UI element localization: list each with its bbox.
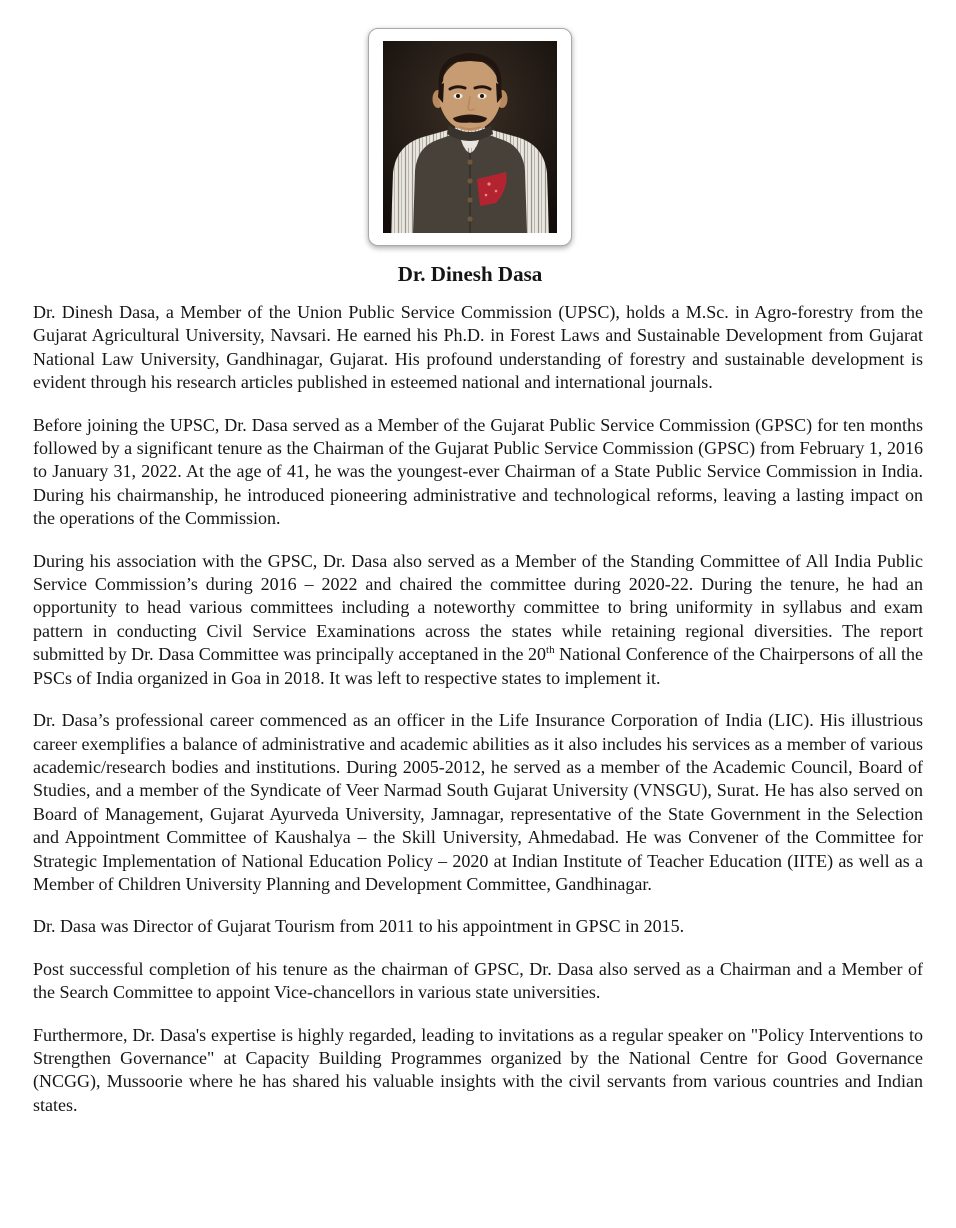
paragraph-standing-committee	[33, 550, 923, 690]
vest-button	[467, 178, 472, 183]
photo-block	[368, 28, 572, 287]
pocket-square-pattern-dot	[487, 182, 490, 185]
pocket-square-pattern-dot	[485, 194, 488, 197]
vest-button	[467, 216, 472, 221]
photo-caption: Dr. Dinesh Dasa	[397, 262, 543, 286]
vest-button	[467, 159, 472, 164]
paragraph-education: Dr. Dinesh Dasa, a Member of the Union Public Service Commission (UPSC), holds a M.Sc. in Agro-forestry from the Gujarat Agricultural University, Navsari. He earned his Ph.D. in Forest Laws and Sustainable Development from Gujarat National Law University, Gandhinagar, Gujarat. His profound understanding of forestry and sustainable development is evident through his research articles published in esteemed national and international journals.	[33, 302, 923, 393]
portrait-photo	[383, 41, 557, 233]
iris-shape	[456, 94, 460, 98]
photo-frame	[368, 28, 572, 246]
biography-text	[0, 287, 956, 1117]
biography-document	[0, 28, 956, 1117]
page	[0, 28, 956, 1228]
iris-shape	[480, 94, 484, 98]
paragraph-professional-career: Dr. Dasa’s professional career commenced as an officer in the Life Insurance Corporation of India (LIC). His illustrious career exemplifies a balance of administrative and academic abilities as it also includes his services as a member of various academic/research bodies and institutions. During 2005-2012, he served as a member of the Academic Council, Board of Studies, and a member of the Syndicate of Veer Narmad South Gujarat University (VNSGU), Surat. He has also served on Board of Management, Gujarat Ayurveda University, Jamnagar, representative of the State Government in the Selection and Appointment Committee of Kaushalya – the Skill University, Ahmedabad. He was Convener of the Committee for Strategic Implementation of National Education Policy – 2020 at Indian Institute of Teacher Education (IITE) as well as a Member of Children University Planning and Development Committee, Gandhinagar.	[33, 710, 923, 894]
paragraph-standing-committee-text: During his association with the GPSC, Dr. Dasa also served as a Member of the Standing Committee of All India Public Service Commission’s during 2016 – 2022 and chaired the committee during 2020-22. During the tenure, he had an opportunity to head various committees including a noteworthy committee to bring uniformity in syllabus and exam pattern in conducting Civil Service Examinations across the states while retaining regional diversities. The report submitted by Dr. Dasa Committee was principally acceptaned in the 20	[33, 550, 923, 665]
paragraph-search-committee: Post successful completion of his tenure as the chairman of GPSC, Dr. Dasa also served as a Chairman and a Member of the Search Committee to appoint Vice-chancellors in various state universities.	[33, 958, 923, 1003]
paragraph-standing-committee-continued: National Conference of the Chairpersons of all the PSCs of India organized in Goa in 2018. It was left to respective states to implement it.	[33, 644, 923, 688]
pocket-square-pattern-dot	[495, 190, 498, 193]
ordinal-suffix: th	[546, 644, 555, 657]
paragraph-gujarat-tourism: Dr. Dasa was Director of Gujarat Tourism from 2011 to his appointment in GPSC in 2015.	[33, 916, 685, 937]
vest-button	[467, 197, 472, 202]
paragraph-gpsc-tenure: Before joining the UPSC, Dr. Dasa served as a Member of the Gujarat Public Service Commission (GPSC) for ten months followed by a significant tenure as the Chairman of the Gujarat Public Service Commission (GPSC) from February 1, 2016 to January 31, 2022. At the age of 41, he was the youngest-ever Chairman of a State Public Service Commission in India. During his chairmanship, he introduced pioneering administrative and technological reforms, leaving a lasting impact on the operations of the Commission.	[33, 414, 923, 529]
paragraph-ncgg-speaker: Furthermore, Dr. Dasa's expertise is highly regarded, leading to invitations as a regular speaker on "Policy Interventions to Strengthen Governance" at Capacity Building Programmes organized by the National Centre for Good Governance (NCGG), Mussoorie where he has shared his valuable insights with the civil servants from various countries and Indian states.	[33, 1024, 923, 1115]
